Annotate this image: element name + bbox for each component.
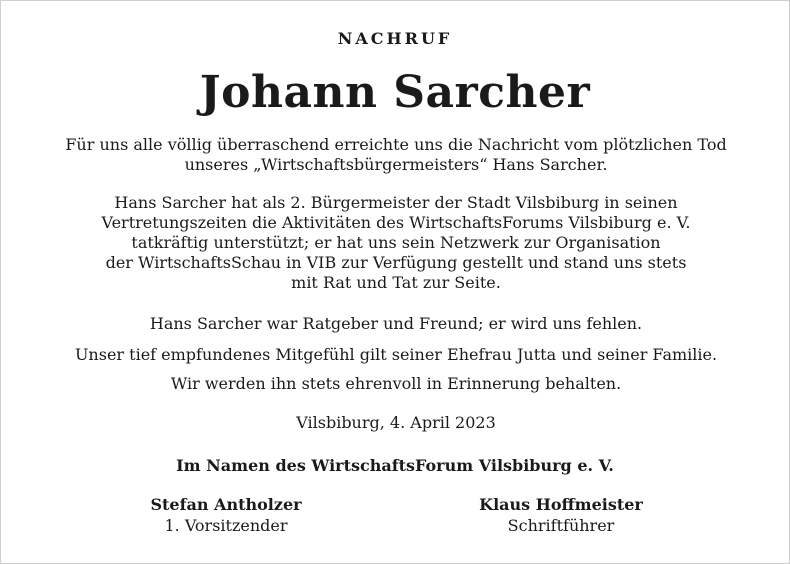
- deceased-name: Johann Sarcher: [199, 67, 591, 118]
- paragraph-remembrance: Wir werden ihn stets ehrenvoll in Erinnerung behalten.: [170, 374, 622, 393]
- organization-line: Im Namen des WirtschaftsForum Vilsbiburg e. V.: [176, 456, 614, 475]
- paragraph-condolence: Unser tief empfundenes Mitgefühl gilt seiner Ehefrau Jutta und seiner Familie.: [74, 345, 718, 364]
- paragraph-line: Vertretungszeiten die Aktivitäten des WirtschaftsForums Vilsbiburg e. V.: [101, 213, 691, 232]
- paragraph-line: mit Rat und Tat zur Seite.: [291, 273, 501, 292]
- paragraph-line: unseres „Wirtschaftsbürgermeisters“ Hans Sarcher.: [184, 155, 608, 174]
- signer-role: 1. Vorsitzender: [164, 516, 288, 535]
- place-date: Vilsbiburg, 4. April 2023: [296, 413, 496, 432]
- paragraph-line: Für uns alle völlig überraschend erreichte uns die Nachricht vom plötzlichen Tod: [65, 135, 727, 154]
- signer-left: [106, 494, 346, 536]
- signatures: [1, 494, 789, 538]
- paragraph-friend: Hans Sarcher war Ratgeber und Freund; er wird uns fehlen.: [149, 314, 643, 333]
- paragraph-service: [21, 193, 771, 293]
- signer-right: [441, 494, 681, 536]
- paragraph-news: [21, 135, 771, 175]
- notice-heading: NACHRUF: [337, 29, 453, 48]
- signer-name: Stefan Antholzer: [150, 495, 302, 514]
- paragraph-line: tatkräftig unterstützt; er hat uns sein Netzwerk zur Organisation: [131, 233, 661, 252]
- signer-name: Klaus Hoffmeister: [479, 495, 643, 514]
- paragraph-line: der WirtschaftsSchau in VIB zur Verfügung gestellt und stand uns stets: [105, 253, 687, 272]
- paragraph-line: Hans Sarcher hat als 2. Bürgermeister der Stadt Vilsbiburg in seinen: [114, 193, 678, 212]
- signer-role: Schriftführer: [507, 516, 615, 535]
